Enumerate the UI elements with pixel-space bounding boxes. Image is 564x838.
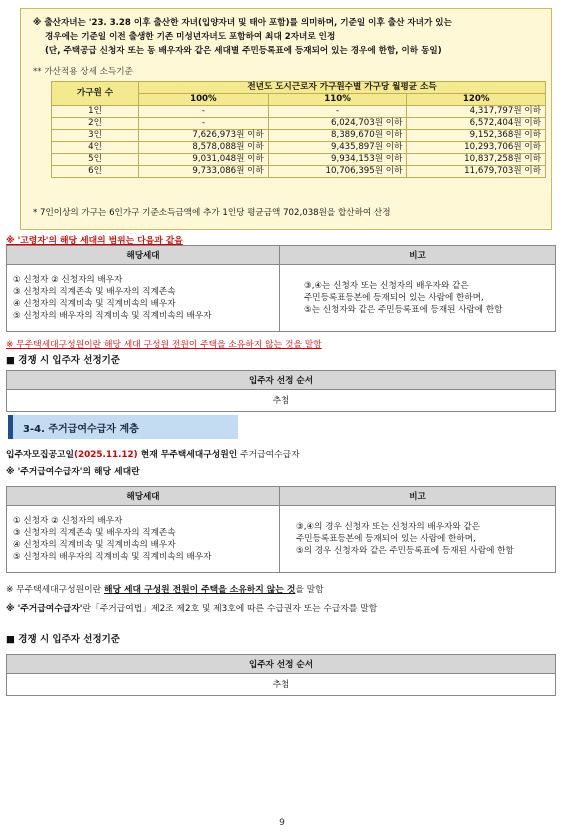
elderly-household-1: ① 신청자 ② 신청자의 배우자	[13, 275, 123, 285]
th-110: 110%	[268, 94, 407, 106]
income-row	[52, 130, 546, 142]
income-cell-120: 9,152,368원 이하	[407, 130, 546, 142]
hb-note-cell	[280, 506, 556, 573]
competition-heading-2: ■ 경쟁 시 입주자 선정기준	[6, 634, 120, 645]
elderly-household-2: ③ 신청자의 직계존속 및 배우자의 직계존속	[13, 287, 176, 297]
hb-th-household: 해당세대	[7, 487, 280, 506]
hb-line-date: (2025.11.12)	[73, 450, 138, 460]
income-table	[51, 81, 546, 178]
page-number: 9	[279, 818, 285, 828]
income-row	[52, 154, 546, 166]
hb-th-note: 비고	[280, 487, 556, 506]
elderly-note-3: ⑤는 신청자와 같은 주민등록표에 등재된 사람에 한함	[304, 305, 503, 315]
income-cell-110: -	[268, 106, 407, 118]
elderly-note-1: ③,④는 신청자 또는 신청자의 배우자와 같은	[304, 281, 469, 291]
income-cell-100: 9,031,048원 이하	[139, 154, 269, 166]
income-cell-110: 9,435,897원 이하	[268, 142, 407, 154]
hb-subtitle-text: ※ '주거급여수급자'의 해당 세대란	[6, 467, 140, 477]
notice-line-2: 경우에는 기준일 이전 출생한 기존 미성년자녀도 포함하여 최대 2자녀로 인정	[45, 32, 336, 42]
income-cell-size: 6인	[52, 166, 139, 178]
competition-table-1	[6, 370, 556, 412]
income-cell-size: 5인	[52, 154, 139, 166]
section-title-bar	[8, 415, 238, 439]
income-cell-120: 11,679,703원 이하	[407, 166, 546, 178]
elderly-no-house-note: ※ 무주택세대구성원이란 해당 세대 구성원 전원이 주택을 소유하지 않는 것을 말함	[6, 340, 322, 350]
income-cell-100: -	[139, 106, 269, 118]
section-title: 3-4. 주거급여수급자 계층	[23, 424, 139, 435]
income-row	[52, 118, 546, 130]
th-household-size: 가구원 수	[52, 82, 139, 106]
th-income-group: 전년도 도시근로자 가구원수별 가구당 월평균 소득	[139, 82, 546, 94]
hb-household-2: ③ 신청자의 직계존속 및 배우자의 직계존속	[13, 528, 176, 538]
notice-footnote: * 7인이상의 가구는 6인가구 기준소득금액에 추가 1인당 평균금액 702,038원을 합산하여 산정	[33, 208, 391, 218]
competition-table-2	[6, 654, 556, 696]
hb-household-cell	[7, 506, 280, 573]
elderly-th-household: 해당세대	[7, 246, 280, 265]
hb-household-3: ④ 신청자의 직계비속 및 직계비속의 배우자	[13, 540, 176, 550]
hb-note-b-bold: ※ '주거급여수급자'	[6, 604, 83, 614]
income-cell-size: 2인	[52, 118, 139, 130]
income-cell-100: 7,626,973원 이하	[139, 130, 269, 142]
competition-heading-1: ■ 경쟁 시 입주자 선정기준	[6, 355, 120, 366]
elderly-household-3: ④ 신청자의 직계비속 및 직계비속의 배우자	[13, 299, 176, 309]
income-cell-120: 4,317,797원 이하	[407, 106, 546, 118]
elderly-title-text: ※ '고령자'의 해당 세대의 범위는 다음과 같음	[6, 236, 183, 246]
elderly-th-note: 비고	[280, 246, 556, 265]
hb-note-b-rest: 란「주거급여법」제2조 제2호 및 제3호에 따른 수급권자 또는 수급자를 말함	[82, 604, 378, 614]
income-cell-110: 9,934,153원 이하	[268, 154, 407, 166]
elderly-table	[6, 245, 556, 332]
income-row	[52, 142, 546, 154]
hb-household-4: ⑤ 신청자의 배우자의 직계비속 및 직계비속의 배우자	[13, 552, 212, 562]
hb-note-a-prefix: ※ 무주택세대구성원이란	[6, 585, 104, 595]
income-row	[52, 106, 546, 118]
income-notice-box	[20, 8, 552, 230]
income-cell-120: 10,293,706원 이하	[407, 142, 546, 154]
elderly-note-2: 주민등록표등본에 등재되어 있는 사람에 한하며,	[304, 293, 484, 303]
income-cell-100: 9,733,086원 이하	[139, 166, 269, 178]
income-cell-size: 1인	[52, 106, 139, 118]
income-cell-size: 3인	[52, 130, 139, 142]
hb-household-1: ① 신청자 ② 신청자의 배우자	[13, 516, 123, 526]
income-row	[52, 166, 546, 178]
hb-line-bold: 현재 무주택세대구성원인	[137, 450, 238, 460]
income-cell-100: 8,578,088원 이하	[139, 142, 269, 154]
competition-td-2: 추첨	[7, 674, 556, 696]
elderly-household-4: ⑤ 신청자의 배우자의 직계비속 및 직계비속의 배우자	[13, 311, 212, 321]
th-120: 120%	[407, 94, 546, 106]
income-cell-110: 6,024,703원 이하	[268, 118, 407, 130]
income-cell-110: 10,706,395원 이하	[268, 166, 407, 178]
notice-line-1: ※ 출산자녀는 '23. 3.28 이후 출산한 자녀(입양자녀 및 태아 포함)를 의미하며, 기준일 이후 출산 자녀가 있는	[33, 18, 452, 28]
hb-note-a	[6, 582, 324, 595]
hb-note-a-suffix: 을 말함	[295, 585, 324, 595]
competition-th-1: 입주자 선정 순서	[7, 371, 556, 390]
income-cell-110: 8,389,670원 이하	[268, 130, 407, 142]
hb-note-2: 주민등록표등본에 등재되어 있는 사람에 한하며,	[296, 534, 476, 544]
income-cell-120: 10,837,258원 이하	[407, 154, 546, 166]
hb-table	[6, 486, 556, 573]
hb-note-1: ③,④의 경우 신청자 또는 신청자의 배우자와 같은	[296, 522, 480, 532]
elderly-household-cell	[7, 265, 280, 332]
hb-note-b	[6, 601, 377, 614]
income-cell-100: -	[139, 118, 269, 130]
notice-subtitle: ** 가산적용 상세 소득기준	[33, 67, 133, 77]
th-100: 100%	[139, 94, 269, 106]
hb-line-prefix: 입주자모집공고일	[6, 450, 74, 460]
hb-note-a-bold: 해당 세대 구성원 전원이 주택을 소유하지 않는 것	[103, 585, 296, 595]
competition-td-1: 추첨	[7, 390, 556, 412]
notice-line-3: (단, 주택공급 신청자 또는 동 배우자와 같은 세대별 주민등록표에 등재되어 있는 경우에 한함, 이하 동일)	[45, 46, 442, 56]
hb-note-3: ⑤의 경우 신청자와 같은 주민등록표에 등재된 사람에 한함	[296, 546, 514, 556]
competition-th-2: 입주자 선정 순서	[7, 655, 556, 674]
income-cell-size: 4인	[52, 142, 139, 154]
hb-line-suffix: 주거급여수급자	[237, 450, 300, 460]
income-cell-120: 6,572,404원 이하	[407, 118, 546, 130]
elderly-note-cell	[280, 265, 556, 332]
hb-subtitle	[6, 464, 140, 477]
housing-benefit-line	[6, 447, 300, 460]
